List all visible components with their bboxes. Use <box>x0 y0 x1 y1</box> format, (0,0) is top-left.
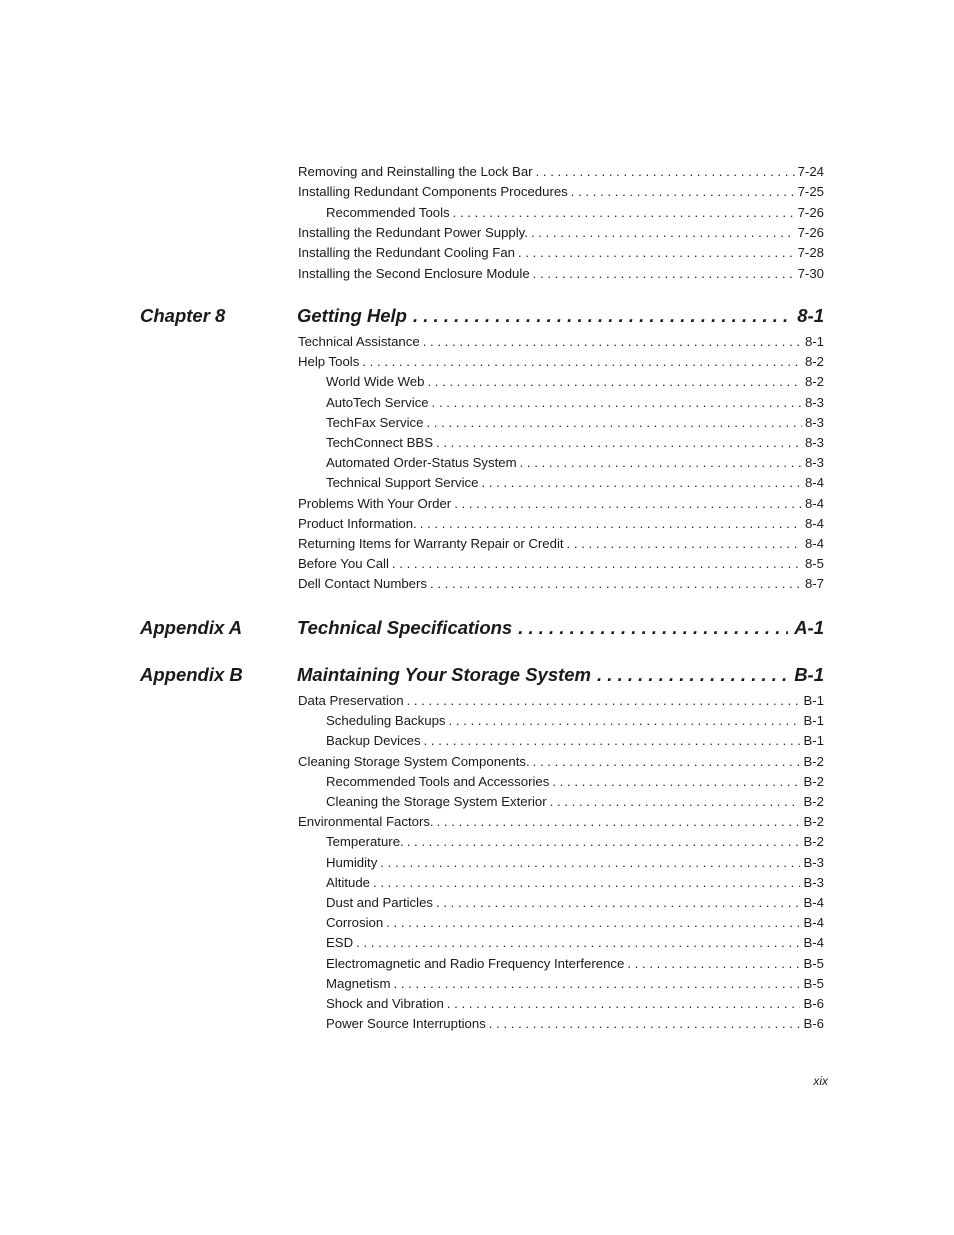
dot-leader <box>536 164 795 180</box>
toc-entry[interactable] <box>298 221 824 241</box>
toc-entry[interactable] <box>326 952 824 972</box>
toc-entry-title: Installing Redundant Components Procedures <box>298 184 568 200</box>
toc-entry[interactable] <box>298 810 824 830</box>
toc-entry[interactable] <box>326 471 824 491</box>
toc-entry-page: B-6 <box>803 996 824 1011</box>
toc-entry-title: Installing the Redundant Power Supply. <box>298 224 528 240</box>
toc-entry-page: 8-7 <box>804 576 824 592</box>
dot-leader <box>424 733 801 749</box>
chapter-label: Chapter 8 <box>140 305 226 326</box>
toc-entry[interactable] <box>326 370 824 390</box>
toc-entry-title: Humidity <box>326 854 378 870</box>
toc-entry[interactable] <box>326 411 824 431</box>
toc-entry[interactable] <box>298 689 824 709</box>
toc-entry-page: B-5 <box>803 975 824 991</box>
toc-entry-page: B-2 <box>803 773 824 789</box>
toc-entry-page: B-5 <box>803 955 824 971</box>
toc-entry[interactable] <box>326 1012 824 1032</box>
toc-entry[interactable] <box>298 350 824 370</box>
chapter-page: 8-1 <box>797 305 824 326</box>
toc-entry-page: B-4 <box>803 935 824 951</box>
toc-entry-page: 7-24 <box>797 164 824 179</box>
toc-entry[interactable] <box>298 532 824 552</box>
toc-entry-page: 8-4 <box>804 475 824 491</box>
dot-leader <box>436 435 802 451</box>
toc-entry-page: B-1 <box>803 713 824 729</box>
appendix-b-title: Maintaining Your Storage System <box>297 664 592 685</box>
toc-entry-page: 8-4 <box>804 495 824 511</box>
dot-leader <box>571 184 795 200</box>
toc-entry-page: B-1 <box>803 693 824 708</box>
dot-leader <box>356 935 800 951</box>
dot-leader <box>481 475 801 491</box>
appendix-b-heading[interactable] <box>297 661 824 687</box>
toc-entry-title: Removing and Reinstalling the Lock Bar <box>298 164 533 179</box>
toc-entry[interactable] <box>298 552 824 572</box>
toc-entry-page: B-4 <box>803 895 824 910</box>
toc-entry-title: Automated Order-Status System <box>326 455 517 471</box>
toc-entry[interactable] <box>326 391 824 411</box>
appendix-a-page: A-1 <box>794 617 824 638</box>
toc-entry-title: Environmental Factors. <box>298 814 434 830</box>
toc-entry-page: 8-3 <box>804 394 824 410</box>
toc-entry-page: 7-26 <box>797 224 824 240</box>
toc-entry-title: Electromagnetic and Radio Frequency Interference <box>326 955 625 971</box>
toc-entry-page: 7-30 <box>797 265 824 281</box>
toc-entry-title: Corrosion <box>326 915 384 931</box>
toc-entry-title: TechConnect BBS <box>326 435 434 450</box>
toc-entry-title: Data Preservation <box>298 693 404 708</box>
toc-entry-title: Magnetism <box>326 975 391 991</box>
toc-entry-title: Cleaning Storage System Components. <box>298 753 530 769</box>
toc-entry[interactable] <box>298 572 824 592</box>
toc-entry-page: B-2 <box>803 834 824 850</box>
toc-entry-title: ESD <box>326 935 354 951</box>
toc-entry[interactable] <box>326 451 824 471</box>
toc-entry-page: 8-4 <box>804 536 824 551</box>
toc-entry-page: B-3 <box>803 854 824 870</box>
toc-entry-page: B-2 <box>803 794 824 809</box>
toc-entry-title: Before You Call <box>298 556 389 572</box>
dot-leader <box>597 663 788 687</box>
dot-leader <box>386 915 800 931</box>
toc-entry-page: 8-2 <box>804 374 824 390</box>
toc-entry-title: Backup Devices <box>326 733 421 749</box>
toc-entry[interactable] <box>326 790 824 810</box>
toc-entry[interactable] <box>298 512 824 532</box>
dot-leader <box>531 225 795 241</box>
toc-entry[interactable] <box>326 972 824 992</box>
toc-entry-title: Scheduling Backups <box>326 713 446 729</box>
toc-entry-title: Installing the Second Enclosure Module <box>298 265 530 281</box>
toc-entry[interactable] <box>298 330 824 350</box>
toc-entry-title: Altitude <box>326 874 370 890</box>
dot-leader <box>518 616 788 640</box>
toc-entry-page: 8-5 <box>804 556 824 572</box>
toc-entry-title: Shock and Vibration <box>326 996 444 1011</box>
toc-entry-page: B-6 <box>803 1016 824 1032</box>
appendix-a-heading[interactable] <box>297 614 824 640</box>
toc-entry[interactable] <box>298 160 824 180</box>
dot-leader <box>533 266 795 282</box>
toc-entry-title: Returning Items for Warranty Repair or Credit <box>298 536 564 551</box>
toc-entry[interactable] <box>326 851 824 871</box>
toc-entry-title: Product Information. <box>298 515 417 531</box>
appendix-a-label: Appendix A <box>140 617 243 638</box>
toc-entry-title: Dell Contact Numbers <box>298 576 427 592</box>
toc-entry[interactable] <box>326 729 824 749</box>
toc-entry-title: Technical Support Service <box>326 475 479 491</box>
toc-entry-page: 8-3 <box>804 455 824 471</box>
toc-entry-title: Temperature. <box>326 834 404 850</box>
toc-entry-page: B-3 <box>803 874 824 890</box>
dot-leader <box>550 794 801 810</box>
dot-leader <box>453 205 795 221</box>
dot-leader <box>447 996 801 1012</box>
dot-leader <box>407 834 801 850</box>
toc-entry[interactable] <box>326 201 824 221</box>
toc-entry-title: Cleaning the Storage System Exterior <box>326 794 547 809</box>
toc-entry-page: B-2 <box>803 753 824 769</box>
dot-leader <box>430 576 802 592</box>
toc-entry-title: Recommended Tools and Accessories <box>326 773 550 789</box>
toc-entry[interactable] <box>298 492 824 512</box>
toc-entry-page: B-2 <box>803 814 824 830</box>
toc-entry-page: 7-25 <box>797 184 824 200</box>
toc-entry[interactable] <box>326 891 824 911</box>
toc-entry-page: 8-3 <box>804 414 824 430</box>
dot-leader <box>394 976 801 992</box>
toc-entry[interactable] <box>326 931 824 951</box>
dot-leader <box>427 374 801 390</box>
toc-entry[interactable] <box>326 992 824 1012</box>
toc-entry-title: Problems With Your Order <box>298 495 452 511</box>
chapter-title: Getting Help <box>297 305 407 326</box>
toc-entry-title: Technical Assistance <box>298 334 420 349</box>
toc-entry-title: Dust and Particles <box>326 895 434 910</box>
appendix-b-label: Appendix B <box>140 664 243 685</box>
toc-entry-title: AutoTech Service <box>326 394 429 410</box>
dot-leader <box>567 536 802 552</box>
dot-leader <box>489 1016 801 1032</box>
dot-leader <box>362 354 802 370</box>
toc-entry-page: 8-3 <box>804 435 824 450</box>
appendix-a-title: Technical Specifications <box>297 617 513 638</box>
toc-entry-title: Power Source Interruptions <box>326 1016 486 1032</box>
toc-entry-page: 7-28 <box>797 245 824 261</box>
toc-entry-title: Help Tools <box>298 354 360 370</box>
dot-leader <box>373 875 800 891</box>
toc-entry[interactable] <box>326 830 824 850</box>
dot-leader <box>520 455 802 471</box>
dot-leader <box>413 304 791 328</box>
toc-entry[interactable] <box>326 431 824 451</box>
toc-entry[interactable] <box>326 871 824 891</box>
toc-entry[interactable] <box>326 911 824 931</box>
dot-leader <box>407 693 801 709</box>
toc-entry[interactable] <box>326 709 824 729</box>
dot-leader <box>454 496 802 512</box>
appendix-b-page: B-1 <box>794 664 824 685</box>
dot-leader <box>432 395 802 411</box>
toc-entry-title: TechFax Service <box>326 414 424 430</box>
toc-entry[interactable] <box>298 180 824 200</box>
toc-entry-page: 7-26 <box>797 204 824 220</box>
dot-leader <box>426 415 801 431</box>
dot-leader <box>420 516 802 532</box>
dot-leader <box>552 774 800 790</box>
page-number: xix <box>813 1074 828 1088</box>
toc-entry-page: B-1 <box>803 733 824 749</box>
toc-entry-page: B-4 <box>803 915 824 931</box>
toc-entry-title: World Wide Web <box>326 374 425 390</box>
toc-entry[interactable] <box>326 770 824 790</box>
toc-entry-page: 8-4 <box>804 515 824 531</box>
toc-entry-title: Installing the Redundant Cooling Fan <box>298 245 516 261</box>
dot-leader <box>423 334 802 350</box>
dot-leader <box>533 754 801 770</box>
chapter-heading[interactable] <box>297 302 824 328</box>
dot-leader <box>449 713 801 729</box>
toc-entry-page: 8-2 <box>804 354 824 370</box>
dot-leader <box>437 814 801 830</box>
toc-entry[interactable] <box>298 750 824 770</box>
dot-leader <box>518 245 795 261</box>
dot-leader <box>380 855 800 871</box>
dot-leader <box>436 895 800 911</box>
toc-entry[interactable] <box>298 262 824 282</box>
toc-entry-title: Recommended Tools <box>326 204 450 220</box>
toc-entry[interactable] <box>298 241 824 261</box>
dot-leader <box>627 956 800 972</box>
dot-leader <box>392 556 802 572</box>
toc-entry-page: 8-1 <box>804 334 824 349</box>
